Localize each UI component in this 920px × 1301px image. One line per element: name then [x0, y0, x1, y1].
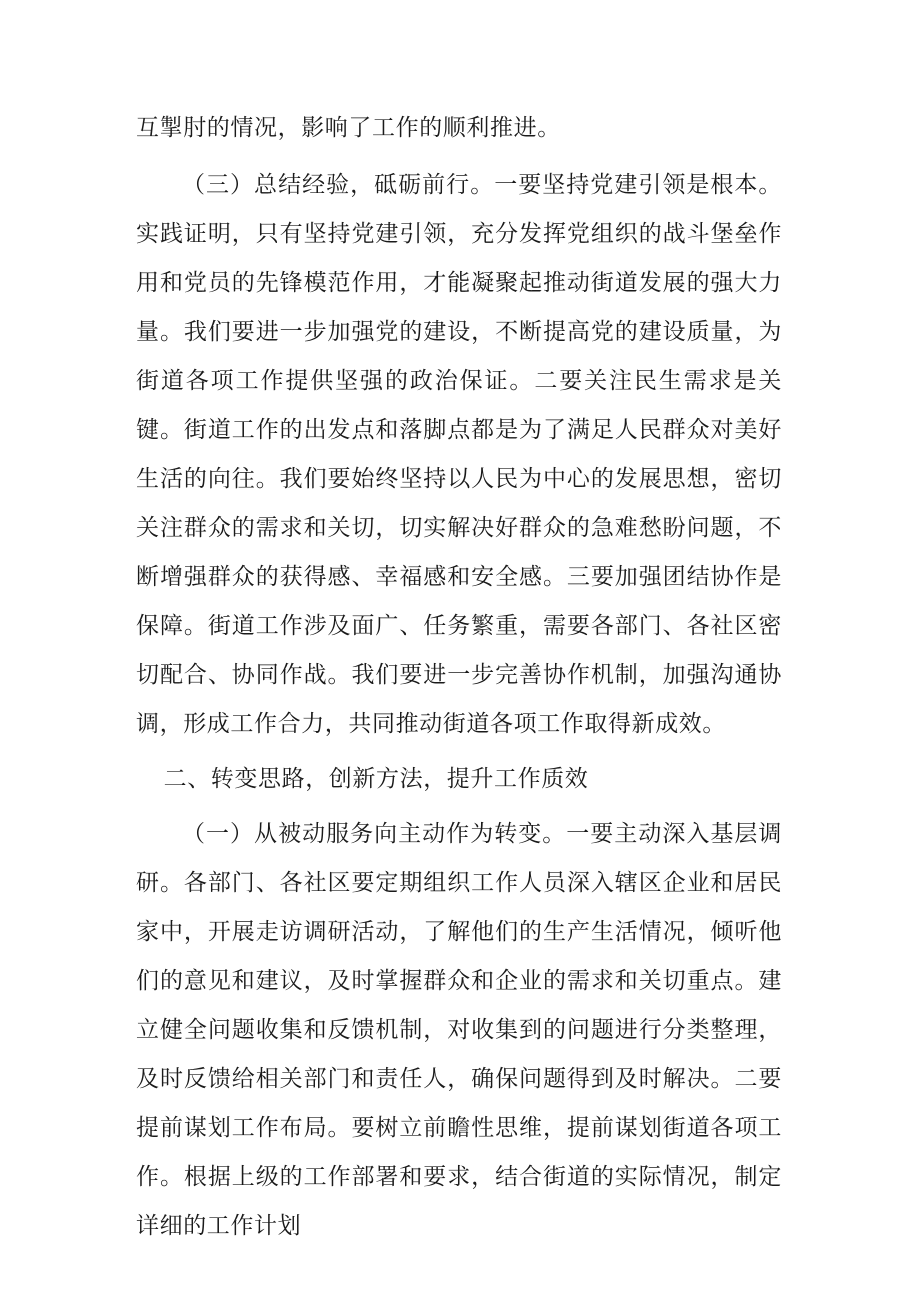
paragraph-summary-experience: （三）总结经验，砥砺前行。一要坚持党建引领是根本。实践证明，只有坚持党建引领，充分发挥党组织的战斗堡垒作用和党员的先锋模范作用，才能凝聚起推动街道发展的强大力量。我们要进一步加强党的建设，不断提高党的建设质量，为街道各项工作提供坚强的政治保证。二要关注民生需求是关键。街道工作的出发点和落脚点都是为了满足人民群众对美好生活的向往。我们要始终坚持以人民为中心的发展思想，密切关注群众的需求和关切，切实解决好群众的急难愁盼问题，不断增强群众的获得感、幸福感和安全感。三要加强团结协作是保障。街道工作涉及面广、任务繁重，需要各部门、各社区密切配合、协同作战。我们要进一步完善协作机制，加强沟通协调，形成工作合力，共同推动街道各项工作取得新成效。 — [136, 172, 782, 737]
section-heading-two: 二、转变思路，创新方法，提升工作质效 — [163, 766, 589, 792]
paragraph-continuation: 互掣肘的情况，影响了工作的顺利推进。 — [136, 115, 561, 141]
paragraph-passive-to-active: （一）从被动服务向主动作为转变。一要主动深入基层调研。各部门、各社区要定期组织工作人员深入辖区企业和居民家中，开展走访调研活动，了解他们的生产生活情况，倾听他们的意见和建议，及时掌握群众和企业的需求和关切重点。建立健全问题收集和反馈机制，对收集到的问题进行分类整理，及时反馈给相关部门和责任人，确保问题得到及时解决。二要提前谋划工作布局。要树立前瞻性思维，提前谋划街道各项工作。根据上级的工作部署和要求，结合街道的实际情况，制定详细的工作计划 — [136, 821, 782, 1239]
document-body — [136, 104, 782, 1251]
